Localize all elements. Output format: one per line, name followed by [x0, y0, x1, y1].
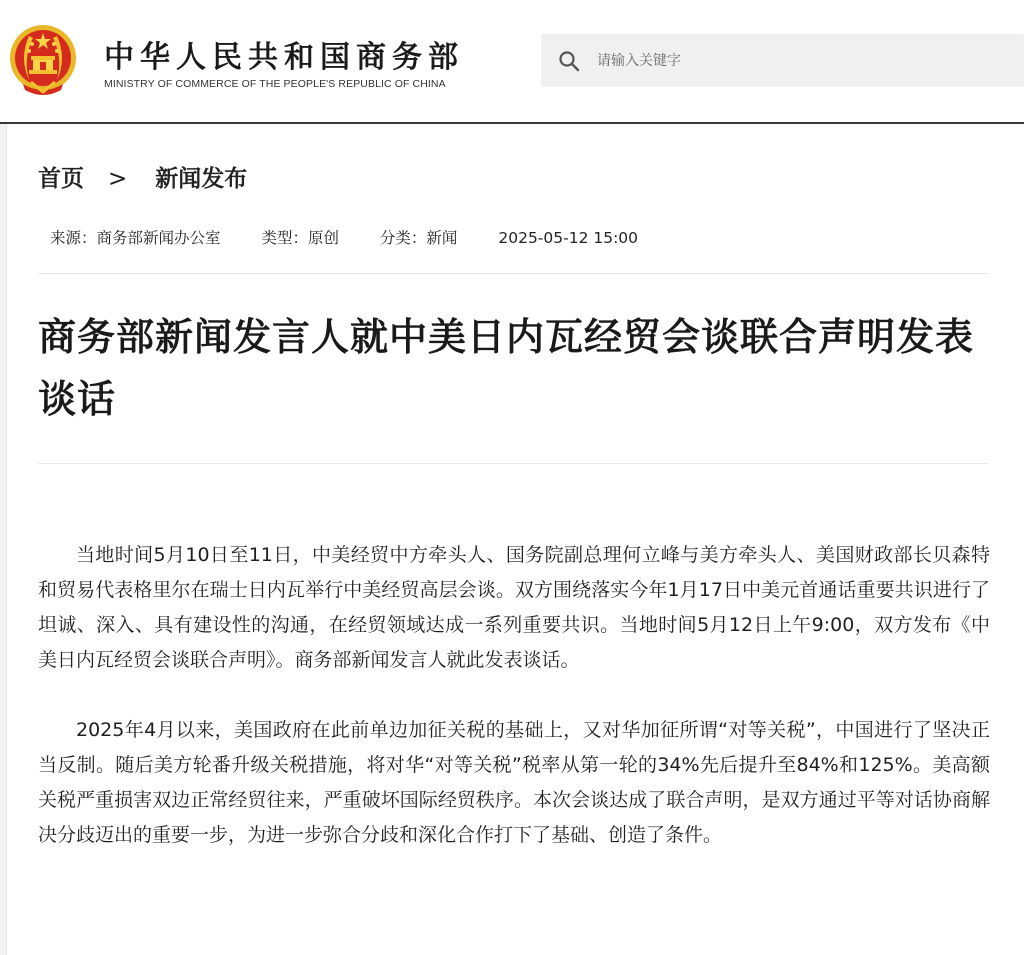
article-paragraph: 当地时间5月10日至11日，中美经贸中方牵头人、国务院副总理何立峰与美方牵头人、美国财政部长贝森特和贸易代表格里尔在瑞士日内瓦举行中美经贸高层会谈。双方围绕落实今年1月17日中美元首通话重要共识进行了坦诚、深入、具有建设性的沟通，在经贸领域达成一系列重要共识。当地时间5月12日上午9:00，双方发布《中美日内瓦经贸会谈联合声明》。商务部新闻发言人就此发表谈话。: [38, 544, 990, 671]
breadcrumb-separator: >: [108, 166, 128, 192]
search-icon[interactable]: [558, 50, 580, 72]
site-title[interactable]: 中华人民共和国商务部: [104, 40, 464, 75]
title-divider: [38, 463, 988, 464]
site-header: [0, 0, 1024, 124]
article-body: [38, 538, 990, 888]
article-title: 商务部新闻发言人就中美日内瓦经贸会谈联合声明发表谈话: [38, 315, 975, 421]
article-meta: [50, 226, 674, 248]
site-subtitle: MINISTRY OF COMMERCE OF THE PEOPLE'S REPUBLIC OF CHINA: [104, 78, 446, 90]
national-emblem-icon[interactable]: [9, 22, 77, 98]
article-paragraph: 2025年4月以来，美国政府在此前单边加征关税的基础上，又对华加征所谓“对等关税”，中国进行了坚决正当反制。随后美方轮番升级关税措施，将对华“对等关税”税率从第一轮的34%先后提升至84%和125%。美高额关税严重损害双边正常经贸往来，严重破坏国际经贸秩序。本次会谈达成了联合声明，是双方通过平等对话协商解决分歧迈出的重要一步，为进一步弥合分歧和深化合作打下了基础、创造了条件。: [38, 719, 990, 846]
breadcrumb-home-link[interactable]: 首页: [38, 166, 84, 192]
meta-datetime: 2025-05-12 15:00: [498, 229, 639, 247]
meta-divider: [38, 273, 988, 274]
search-input[interactable]: [597, 34, 1017, 87]
header-divider: [0, 122, 1024, 124]
breadcrumb-current-link[interactable]: 新闻发布: [155, 166, 248, 192]
search-box[interactable]: [541, 34, 1024, 87]
left-edge-strip: [0, 124, 7, 955]
meta-category: 分类：新闻: [379, 229, 458, 247]
breadcrumb: [38, 160, 247, 193]
meta-source: 来源：商务部新闻办公室: [50, 229, 221, 247]
meta-type: 类型：原创: [261, 229, 339, 247]
